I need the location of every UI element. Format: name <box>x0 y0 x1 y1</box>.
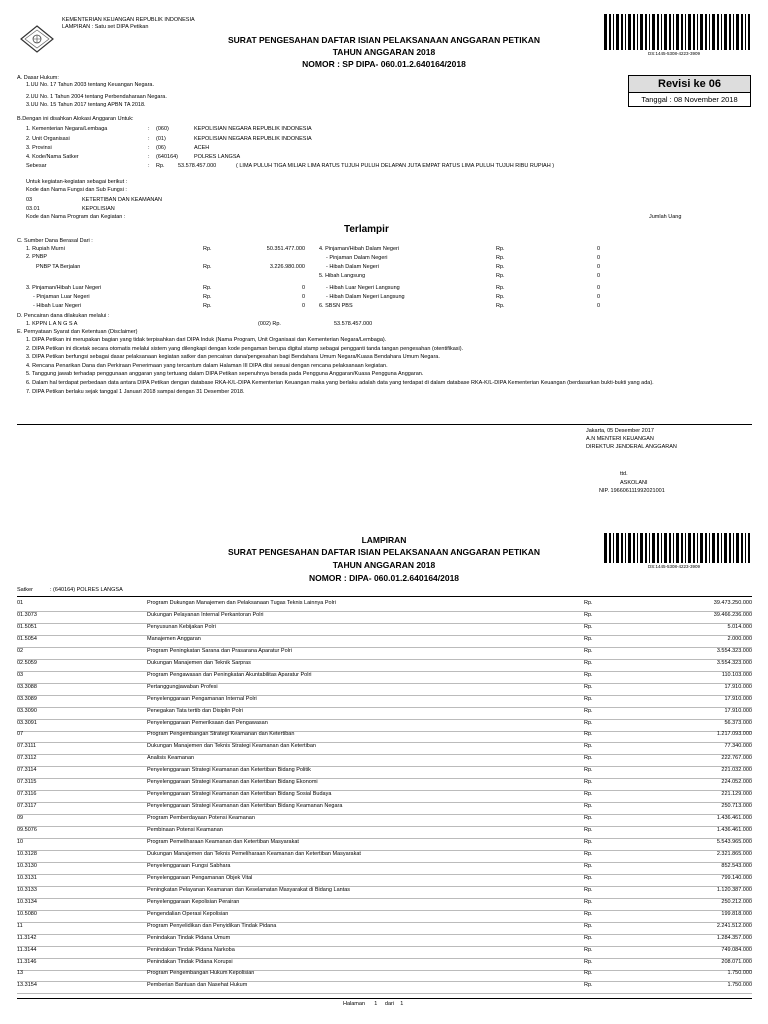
row-rp: Rp. <box>584 791 593 798</box>
section-d-heading: D. Pencairan dana dilakukan melalui : <box>17 313 110 319</box>
row-desc: Penegakan Tata tertib dan Disiplin Polri <box>147 707 243 714</box>
row-rp: Rp. <box>584 683 593 690</box>
section-e-heading: E. Pernyataan Syarat dan Ketentuan (Disclaimer) <box>17 329 138 335</box>
row-rp: Rp. <box>584 839 593 845</box>
row-code: 07.3114 <box>17 767 37 774</box>
row-desc: Dukungan Manajemen dan Teknik Sarpras <box>147 659 251 666</box>
row-desc: Penindakan Tindak Pidana Narkoba <box>147 946 235 953</box>
table-row <box>17 791 752 803</box>
section-c-label: 2. PNBP <box>26 254 48 260</box>
section-b-value: KEPOLISIAN NEGARA REPUBLIK INDONESIA <box>194 136 312 142</box>
row-code: 10.3130 <box>17 862 37 869</box>
row-rp: Rp. <box>584 743 593 750</box>
row-amount: 208.071.000 <box>721 958 752 965</box>
row-rp: Rp. <box>584 695 593 702</box>
section-c-amount: 50.351.477.000 <box>266 246 305 252</box>
row-desc: Dukungan Pelayanan Internal Perkantoran Polri <box>147 611 264 618</box>
row-rp: Rp. <box>584 982 593 989</box>
row-code: 11.3146 <box>17 958 37 965</box>
row-code: 01.5051 <box>17 623 37 630</box>
row-desc: Program Pengawasan dan Peningkatan Akuntabilitas Aparatur Polri <box>147 671 312 678</box>
kegiatan-line2: Kode dan Nama Fungsi dan Sub Fungsi : <box>26 187 127 193</box>
disclaimer-item: 4. Rencana Penarikan Dana dan Perkiraan Penerimaan yang tercantum dalam Halaman III DIPA diisi sesuai dengan rencana pelaksanaan kegiatan. <box>26 362 388 369</box>
doc-title-2: TAHUN ANGGARAN 2018 <box>332 47 436 57</box>
row-amount: 77.340.000 <box>724 743 752 750</box>
row-amount: 2.241.512.000 <box>716 922 752 929</box>
row-amount: 5.543.965.000 <box>716 839 752 845</box>
row-desc: Pertanggungjawaban Profesi <box>147 683 218 690</box>
fungsi-name: KETERTIBAN DAN KEAMANAN <box>82 197 162 203</box>
section-c-label: - Hibah Luar Negeri Langsung <box>326 285 400 291</box>
revisi-label: Revisi ke 06 <box>629 76 750 93</box>
disclaimer-item: 3. DIPA Petikan berfungsi sebagai dasar pelaksanaan kegiatan satker dan pencairan dana/pengesahan bagi Bendahara Umum Negara/Kuasa Bendahara Umum Negara. <box>26 354 440 361</box>
row-code: 09 <box>17 815 24 822</box>
row-rp: Rp. <box>584 922 593 929</box>
row-rp: Rp. <box>584 623 593 630</box>
row-code: 10.5080 <box>17 910 37 917</box>
section-b-value: ACEH <box>194 145 210 151</box>
ministry-name <box>62 17 195 31</box>
table-row <box>17 624 752 636</box>
table-row <box>17 839 752 851</box>
row-code: 03.3091 <box>17 719 37 726</box>
row-rp: Rp. <box>584 958 593 965</box>
section-c-heading: C. Sumber Dana Berasal Dari : <box>17 238 93 244</box>
row-amount: 56.373.000 <box>724 719 752 726</box>
section-c-amount: 0 <box>596 303 600 309</box>
section-b-colon: : <box>148 136 150 142</box>
sebesar-rp: Rp. <box>156 163 165 169</box>
row-desc: Penyelenggaraan Fungsi Sabhara <box>147 862 231 869</box>
row-amount: 2.321.865.000 <box>716 850 752 857</box>
disclaimer-item: 5. Tanggung jawab terhadap penggunaan anggaran yang tertuang dalam DIPA Petikan sepenuhnya berada pada Pengguna Anggaran/Kuasa Pengguna Anggaran. <box>26 371 424 378</box>
section-b-colon: : <box>148 154 150 160</box>
row-rp: Rp. <box>584 970 593 977</box>
section-b-code: (06) <box>156 145 166 151</box>
table-row <box>17 887 752 899</box>
row-desc: Program Peningkatan Sarana dan Prasarana Aparatur Polri <box>147 647 292 654</box>
table-row <box>17 636 752 648</box>
table-row <box>17 708 752 720</box>
section-c-amount: 0 <box>596 255 600 261</box>
disclaimer-item: 6. Dalam hal terdapat perbedaan data antara DIPA Petikan dengan database RKA-K/L-DIPA Kementerian Keuangan maka yang berlaku adalah data yang terdapat di dalam database RKA-K/L-DIPA Kementerian Keuangan (berdasarkan bukti-bukti yang ada). <box>26 380 654 386</box>
section-c-rp: Rp. <box>496 294 505 300</box>
row-amount: 224.052.000 <box>721 779 752 786</box>
row-amount: 17.910.000 <box>724 683 752 690</box>
row-rp: Rp. <box>584 767 593 774</box>
row-desc: Program Dukungan Manajemen dan Pelaksanaan Tugas Teknis Lainnya Polri <box>147 600 336 606</box>
section-b-label: 4. Kode/Nama Satker <box>26 154 79 160</box>
kegiatan-line3: Kode dan Nama Program dan Kegiatan : <box>26 214 126 220</box>
row-desc: Program Penyelidikan dan Penyidikan Tindak Pidana <box>147 922 277 929</box>
page-footer <box>343 1001 403 1007</box>
row-desc: Penyelenggaraan Strategi Keamanan dan Ketertiban Bidang Politik <box>147 767 311 774</box>
row-desc: Penyusunan Kebijakan Polri <box>147 623 216 630</box>
row-code: 10.3134 <box>17 898 37 905</box>
row-code: 13.3154 <box>17 982 37 989</box>
satker-value: : (640164) POLRES LANGSA <box>50 587 123 593</box>
table-row <box>17 743 752 755</box>
section-c-amount: 3.226.980.000 <box>269 264 305 270</box>
row-rp: Rp. <box>584 946 593 953</box>
row-amount: 852.543.000 <box>721 862 752 869</box>
row-rp: Rp. <box>584 886 593 893</box>
footer-label: Halaman <box>343 1001 366 1007</box>
section-c-label: - Pinjaman Dalam Negeri <box>326 255 388 261</box>
lampiran-title-1: SURAT PENGESAHAN DAFTAR ISIAN PELAKSANAAN ANGGARAN PETIKAN <box>228 547 540 557</box>
row-amount: 1.284.357.000 <box>716 934 752 941</box>
row-code: 03.3090 <box>17 707 37 714</box>
row-amount: 17.910.000 <box>724 695 752 702</box>
row-code: 10.3133 <box>17 886 37 893</box>
row-code: 01 <box>17 600 24 606</box>
section-a-heading: A. Dasar Hukum: <box>17 75 59 81</box>
section-b-code: (640164) <box>156 154 179 160</box>
section-c-amount: 0 <box>301 294 305 300</box>
disclaimer-item: 2. DIPA Petikan ini dicetak secara otomatis melalui sistem yang dilengkapi dengan kode pengaman berupa digital stamp sebagai pengganti tanda tangan pengesahan (otentifikasi). <box>26 345 464 352</box>
row-amount: 199.818.000 <box>721 910 752 917</box>
section-c-label: - Hibah Luar Negeri <box>33 303 81 309</box>
table-row <box>17 863 752 875</box>
row-code: 07.3111 <box>17 743 37 750</box>
barcode-text: DS:1445-5308-4223-3909 <box>648 564 701 569</box>
row-amount: 1.436.461.000 <box>716 827 752 834</box>
footer-total: 1 <box>400 1001 404 1007</box>
section-c-amount: 0 <box>596 264 600 270</box>
row-desc: Pemberian Bantuan dan Nasehat Hukum <box>147 982 248 989</box>
table-row <box>17 851 752 863</box>
kppn-label: 1. KPPN L A N G S A <box>26 321 78 327</box>
section-b-colon: : <box>148 145 150 151</box>
row-rp: Rp. <box>584 934 593 941</box>
row-rp: Rp. <box>584 731 593 738</box>
signature-name: ASKOLANI <box>620 480 648 486</box>
row-rp: Rp. <box>584 803 593 810</box>
row-amount: 1.436.461.000 <box>716 815 752 822</box>
row-code: 13 <box>17 970 24 977</box>
row-amount: 749.084.000 <box>721 946 752 953</box>
section-b-value: POLRES LANGSA <box>194 154 241 160</box>
row-code: 09.5076 <box>17 827 37 834</box>
section-c-rp: Rp. <box>203 285 212 291</box>
row-amount: 39.473.250.000 <box>713 600 752 606</box>
row-amount: 799.140.000 <box>721 874 752 881</box>
disclaimer-item: 7. DIPA Petikan berlaku sejak tanggal 1 Januari 2018 sampai dengan 31 Desember 2018. <box>26 388 245 395</box>
section-c-rp: Rp. <box>496 255 505 261</box>
revisi-date: Tanggal : 08 November 2018 <box>641 95 738 104</box>
row-rp: Rp. <box>584 600 593 606</box>
row-desc: Analisis Keamanan <box>147 755 195 762</box>
subfungsi-name: KEPOLISIAN <box>82 206 115 212</box>
row-amount: 221.129.000 <box>721 791 752 798</box>
row-desc: Program Pengembangan Strategi Keamanan dan Ketertiban <box>147 731 295 738</box>
kegiatan-line1: Untuk kegiatan-kegiatan sebagai berikut : <box>26 179 128 185</box>
row-desc: Program Pemeliharaan Keamanan dan Ketertiban Masyarakat <box>147 839 299 845</box>
section-c-label: - Hibah Dalam Negeri <box>326 264 379 270</box>
row-desc: Pembinaan Potensi Keamanan <box>147 827 223 834</box>
row-amount: 5.014.000 <box>727 623 752 630</box>
row-rp: Rp. <box>584 659 593 666</box>
row-amount: 17.910.000 <box>724 707 752 714</box>
table-row <box>17 755 752 767</box>
section-b-label: 3. Provinsi <box>26 145 52 151</box>
row-amount: 2.000.000 <box>727 635 752 642</box>
row-amount: 1.120.387.000 <box>716 886 752 893</box>
row-desc: Dukungan Manajemen dan Teknis Pemeliharaan Keamanan dan Ketertiban Masyarakat <box>147 850 361 857</box>
row-rp: Rp. <box>584 910 593 917</box>
table-row <box>17 720 752 732</box>
section-c-label: 1. Rupiah Murni <box>26 246 65 252</box>
section-c-amount: 0 <box>596 246 600 252</box>
signature-nip: NIP. 196606111992021001 <box>599 488 665 494</box>
section-c-amount: 0 <box>596 285 600 291</box>
sebesar-label: Sebesar <box>26 163 47 169</box>
section-b-label: 1. Kementerian Negara/Lembaga <box>26 126 108 132</box>
section-c-rp: Rp. <box>496 273 505 279</box>
section-a-item: 3.UU No. 15 Tahun 2017 tentang APBN TA 2018. <box>26 102 146 108</box>
row-code: 07 <box>17 731 24 738</box>
section-c-rp: Rp. <box>496 285 505 291</box>
row-code: 10.3131 <box>17 874 37 881</box>
sebesar-words: ( LIMA PULUH TIGA MILIAR LIMA RATUS TUJUH PULUH DELAPAN JUTA EMPAT RATUS LIMA PULUH TUJUH RIBU RUPIAH ) <box>236 163 555 169</box>
row-desc: Manajemen Anggaran <box>147 635 201 642</box>
divider <box>17 424 752 425</box>
section-b-heading: B.Dengan ini disahkan Alokasi Anggaran Untuk: <box>17 116 134 122</box>
row-desc: Penyelenggaraan Strategi Keamanan dan Ketertiban Bidang Keamanan Negara <box>147 803 343 810</box>
table-row <box>17 947 752 959</box>
section-c-rp: Rp. <box>203 294 212 300</box>
table-row <box>17 600 752 612</box>
row-amount: 110.103.000 <box>721 671 752 678</box>
barcode-bars <box>604 14 750 50</box>
row-desc: Peningkatan Pelayanan Keamanan dan Keselamatan Masyarakat di Bidang Lantas <box>147 886 351 893</box>
section-a-item: 2.UU No. 1 Tahun 2004 tentang Perbendaharaan Negara. <box>26 94 167 100</box>
row-amount: 250.212.000 <box>721 898 752 905</box>
divider <box>17 596 752 597</box>
row-code: 02 <box>17 647 24 654</box>
row-rp: Rp. <box>584 874 593 881</box>
row-code: 03.3088 <box>17 683 37 690</box>
section-b-label: 2. Unit Organisasi <box>26 136 70 142</box>
barcode-icon <box>604 533 750 565</box>
table-row <box>17 767 752 779</box>
row-desc: Penyelenggaraan Kepolisian Perairan <box>147 898 240 905</box>
barcode-text: DS:1445-5308-4223-3909 <box>648 51 701 56</box>
lampiran-title-3: NOMOR : DIPA- 060.01.2.640164/2018 <box>308 573 460 583</box>
row-code: 01.5054 <box>17 635 37 642</box>
row-code: 10 <box>17 839 24 845</box>
table-row <box>17 899 752 911</box>
table-row <box>17 815 752 827</box>
row-desc: Penindakan Tindak Pidana Umum <box>147 934 231 941</box>
table-row <box>17 803 752 815</box>
jumlah-uang-label: Jumlah Uang <box>649 214 682 220</box>
section-c-rp: Rp. <box>203 264 212 270</box>
sebesar-colon: : <box>148 163 150 169</box>
table-row <box>17 779 752 791</box>
row-desc: Penyelenggaraan Pemeriksaan dan Pengawasan <box>147 719 268 726</box>
row-code: 02.5059 <box>17 659 37 666</box>
table-row <box>17 684 752 696</box>
table-row <box>17 875 752 887</box>
section-c-amount: 0 <box>301 303 305 309</box>
row-desc: Program Pemberdayaan Potensi Keamanan <box>147 815 255 822</box>
row-code: 11.3142 <box>17 934 37 941</box>
row-desc: Dukungan Manajemen dan Teknis Strategi Keamanan dan Ketertiban <box>147 743 316 750</box>
kppn-amount: 53.578.457.000 <box>334 321 373 327</box>
kppn-code: (002) Rp. <box>258 321 281 327</box>
row-desc: Penyelenggaraan Strategi Keamanan dan Ketertiban Bidang Ekonomi <box>147 779 318 786</box>
table-row <box>17 612 752 624</box>
signature-place-date: Jakarta, 05 Desember 2017 <box>586 428 654 434</box>
section-c-amount: 0 <box>596 273 600 279</box>
section-c-rp: Rp. <box>496 264 505 270</box>
signature-line2: DIREKTUR JENDERAL ANGGARAN <box>586 444 677 450</box>
row-desc: Program Pengembangan Hukum Kepolisian <box>147 970 255 977</box>
table-row <box>17 648 752 660</box>
signature-line1: A.N MENTERI KEUANGAN <box>586 436 654 442</box>
barcode-bars <box>604 533 750 563</box>
section-c-rp: Rp. <box>496 303 505 309</box>
section-b-value: KEPOLISIAN NEGARA REPUBLIK INDONESIA <box>194 126 312 132</box>
section-c-amount: 0 <box>596 294 600 300</box>
doc-title-1: SURAT PENGESAHAN DAFTAR ISIAN PELAKSANAAN ANGGARAN PETIKAN <box>228 35 540 45</box>
table-row <box>17 827 752 839</box>
row-code: 07.3116 <box>17 791 37 798</box>
row-code: 07.3112 <box>17 755 37 762</box>
section-b-colon: : <box>148 126 150 132</box>
barcode-icon <box>604 14 750 52</box>
row-desc: Penyelenggaraan Pengamanan Objek Vital <box>147 874 253 881</box>
section-c-label: 3. Pinjaman/Hibah Luar Negeri <box>26 285 102 291</box>
fungsi-code: 03 <box>26 197 33 203</box>
section-c-label: 4. Pinjaman/Hibah Dalam Negeri <box>319 246 400 252</box>
section-a-item: 1.UU No. 17 Tahun 2003 tentang Keuangan Negara. <box>26 82 155 88</box>
lampiran-title-2: TAHUN ANGGARAN 2018 <box>332 560 436 570</box>
doc-title-3: NOMOR : SP DIPA- 060.01.2.640164/2018 <box>302 59 466 69</box>
row-rp: Rp. <box>584 898 593 905</box>
row-rp: Rp. <box>584 635 593 642</box>
row-code: 03.3089 <box>17 695 37 702</box>
row-desc: Penyelenggaraan Strategi Keamanan dan Ketertiban Bidang Sosial Budaya <box>147 791 332 798</box>
section-c-amount: 0 <box>301 285 305 291</box>
row-rp: Rp. <box>584 707 593 714</box>
table-row <box>17 935 752 947</box>
row-code: 11 <box>17 922 23 929</box>
sebesar-amount: 53.578.457.000 <box>178 163 217 169</box>
table-row <box>17 731 752 743</box>
row-amount: 1.217.093.000 <box>716 731 752 738</box>
table-row <box>17 660 752 672</box>
row-rp: Rp. <box>584 611 593 618</box>
table-row <box>17 911 752 923</box>
row-code: 10.3128 <box>17 850 37 857</box>
section-c-label: 6. SBSN PBS <box>319 303 353 309</box>
table-row <box>17 970 752 982</box>
table-row <box>17 923 752 935</box>
section-c-rp: Rp. <box>203 303 212 309</box>
section-c-label: - Hibah Dalam Negeri Langsung <box>326 294 405 300</box>
row-amount: 250.713.000 <box>721 803 752 810</box>
section-c-rp: Rp. <box>203 246 212 252</box>
section-b-code: (060) <box>156 126 169 132</box>
table-row <box>17 982 752 994</box>
table-row <box>17 672 752 684</box>
lampiran-note: LAMPIRAN : Satu set DIPA Petikan <box>62 24 149 30</box>
disclaimer-item: 1. DIPA Petikan ini merupakan bagian yang tidak terpisahkan dari DIPA Induk (Nama Program, Unit Organisasi dan Kementerian Negara/Lembaga). <box>26 337 387 343</box>
row-rp: Rp. <box>584 815 593 822</box>
table-row <box>17 959 752 971</box>
footer-of: dari <box>384 1001 395 1007</box>
satker-label: Satker <box>17 587 33 593</box>
ministry-name-text: KEMENTERIAN KEUANGAN REPUBLIK INDONESIA <box>62 17 195 23</box>
row-rp: Rp. <box>584 779 593 786</box>
row-amount: 1.750.000 <box>727 970 752 977</box>
signature-ttd: ttd. <box>620 471 628 477</box>
table-row <box>17 696 752 708</box>
row-desc: Penyelenggaraan Pengamanan Internal Polri <box>147 695 257 702</box>
section-b-code: (01) <box>156 136 166 142</box>
row-code: 07.3115 <box>17 779 37 786</box>
row-desc: Pengendalian Operasi Kepolisian <box>147 910 229 917</box>
row-rp: Rp. <box>584 647 593 654</box>
row-rp: Rp. <box>584 755 593 762</box>
lampiran-title-0: LAMPIRAN <box>361 535 407 545</box>
row-rp: Rp. <box>584 850 593 857</box>
row-amount: 1.750.000 <box>727 982 752 989</box>
row-rp: Rp. <box>584 671 593 678</box>
row-rp: Rp. <box>584 862 593 869</box>
row-code: 11.3144 <box>17 946 37 953</box>
section-c-rp: Rp. <box>496 246 505 252</box>
section-c-label: PNBP TA Berjalan <box>36 264 81 270</box>
subfungsi-code: 03.01 <box>26 206 40 212</box>
row-amount: 3.554.323.000 <box>716 647 752 654</box>
row-rp: Rp. <box>584 719 593 726</box>
row-code: 07.3117 <box>17 803 37 810</box>
section-c-label: 5. Hibah Langsung <box>319 273 366 279</box>
row-code: 03 <box>17 671 24 678</box>
row-amount: 39.466.236.000 <box>713 611 752 618</box>
row-desc: Penindakan Tindak Pidana Korupsi <box>147 958 233 965</box>
divider <box>17 998 752 999</box>
row-amount: 222.767.000 <box>721 755 752 762</box>
terlampir-label: Terlampir <box>344 224 389 235</box>
section-c-label: - Pinjaman Luar Negeri <box>33 294 90 300</box>
row-amount: 3.554.323.000 <box>716 659 752 666</box>
revisi-box <box>628 75 751 107</box>
row-separator <box>17 993 752 994</box>
row-amount: 221.032.000 <box>721 767 752 774</box>
footer-page: 1 <box>374 1001 378 1007</box>
row-rp: Rp. <box>584 827 593 834</box>
row-code: 01.3073 <box>17 611 37 618</box>
